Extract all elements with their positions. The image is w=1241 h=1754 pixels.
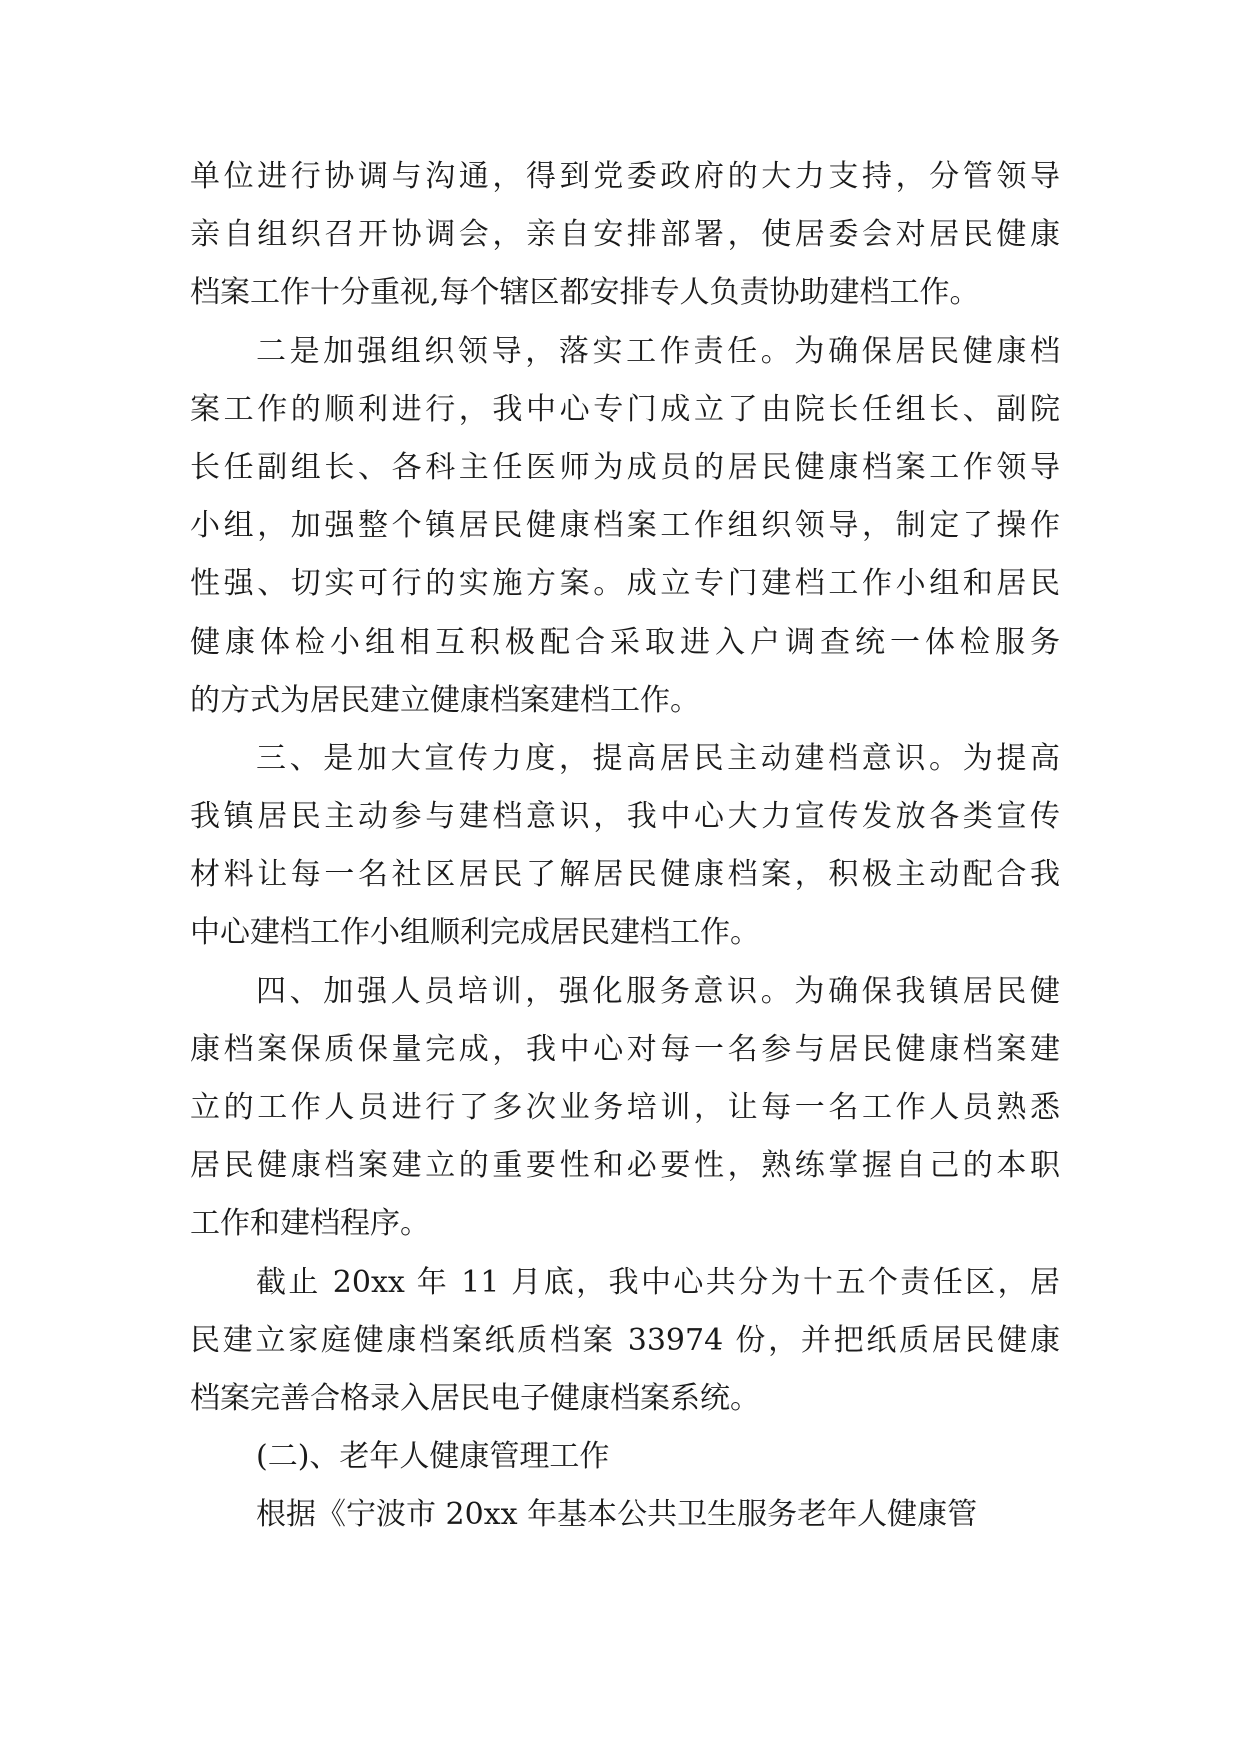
text-line: 小组，加强整个镇居民健康档案工作组织领导，制定了操作	[190, 508, 1060, 544]
text-line: 我镇居民主动参与建档意识，我中心大力宣传发放各类宣传	[190, 799, 1060, 835]
text-line: 截止 20xx 年 11 月底，我中心共分为十五个责任区，居	[256, 1264, 1060, 1300]
body-text	[190, 148, 1060, 1545]
text-line: 居民健康档案建立的重要性和必要性，熟练掌握自己的本职	[190, 1148, 1060, 1184]
text-line: 二是加强组织领导，落实工作责任。为确保居民健康档	[256, 333, 1060, 369]
text-line: 中心建档工作小组顺利完成居民建档工作。	[190, 915, 760, 951]
text-line: 立的工作人员进行了多次业务培训，让每一名工作人员熟悉	[190, 1090, 1060, 1125]
text-line: 三、是加大宣传力度，提高居民主动建档意识。为提高	[256, 740, 1060, 776]
text-line: 亲自组织召开协调会，亲自安排部署，使居委会对居民健康	[190, 217, 1060, 253]
text-line: 长任副组长、各科主任医师为成员的居民健康档案工作领导	[190, 449, 1060, 485]
text-line: 根据《宁波市 20xx 年基本公共卫生服务老年人健康管	[256, 1497, 978, 1533]
text-line: 健康体检小组相互积极配合采取进入户调查统一体检服务	[190, 624, 1060, 660]
section-heading: (二)、老年人健康管理工作	[256, 1439, 610, 1475]
text-line: 案工作的顺利进行，我中心专门成立了由院长任组长、副院	[190, 391, 1060, 427]
text-line: 四、加强人员培训，强化服务意识。为确保我镇居民健	[256, 973, 1060, 1009]
text-line: 工作和建档程序。	[190, 1206, 430, 1242]
text-line: 材料让每一名社区居民了解居民健康档案，积极主动配合我	[190, 857, 1060, 893]
text-line: 单位进行协调与沟通，得到党委政府的大力支持，分管领导	[190, 159, 1060, 194]
text-line: 的方式为居民建立健康档案建档工作。	[190, 682, 700, 718]
text-line: 档案工作十分重视,每个辖区都安排专人负责协助建档工作。	[190, 275, 980, 311]
text-line: 性强、切实可行的实施方案。成立专门建档工作小组和居民	[190, 566, 1060, 602]
text-line: 康档案保质保量完成，我中心对每一名参与居民健康档案建	[190, 1031, 1060, 1067]
text-line: 民建立家庭健康档案纸质档案 33974 份，并把纸质居民健康	[190, 1322, 1060, 1358]
text-line: 档案完善合格录入居民电子健康档案系统。	[190, 1380, 760, 1416]
